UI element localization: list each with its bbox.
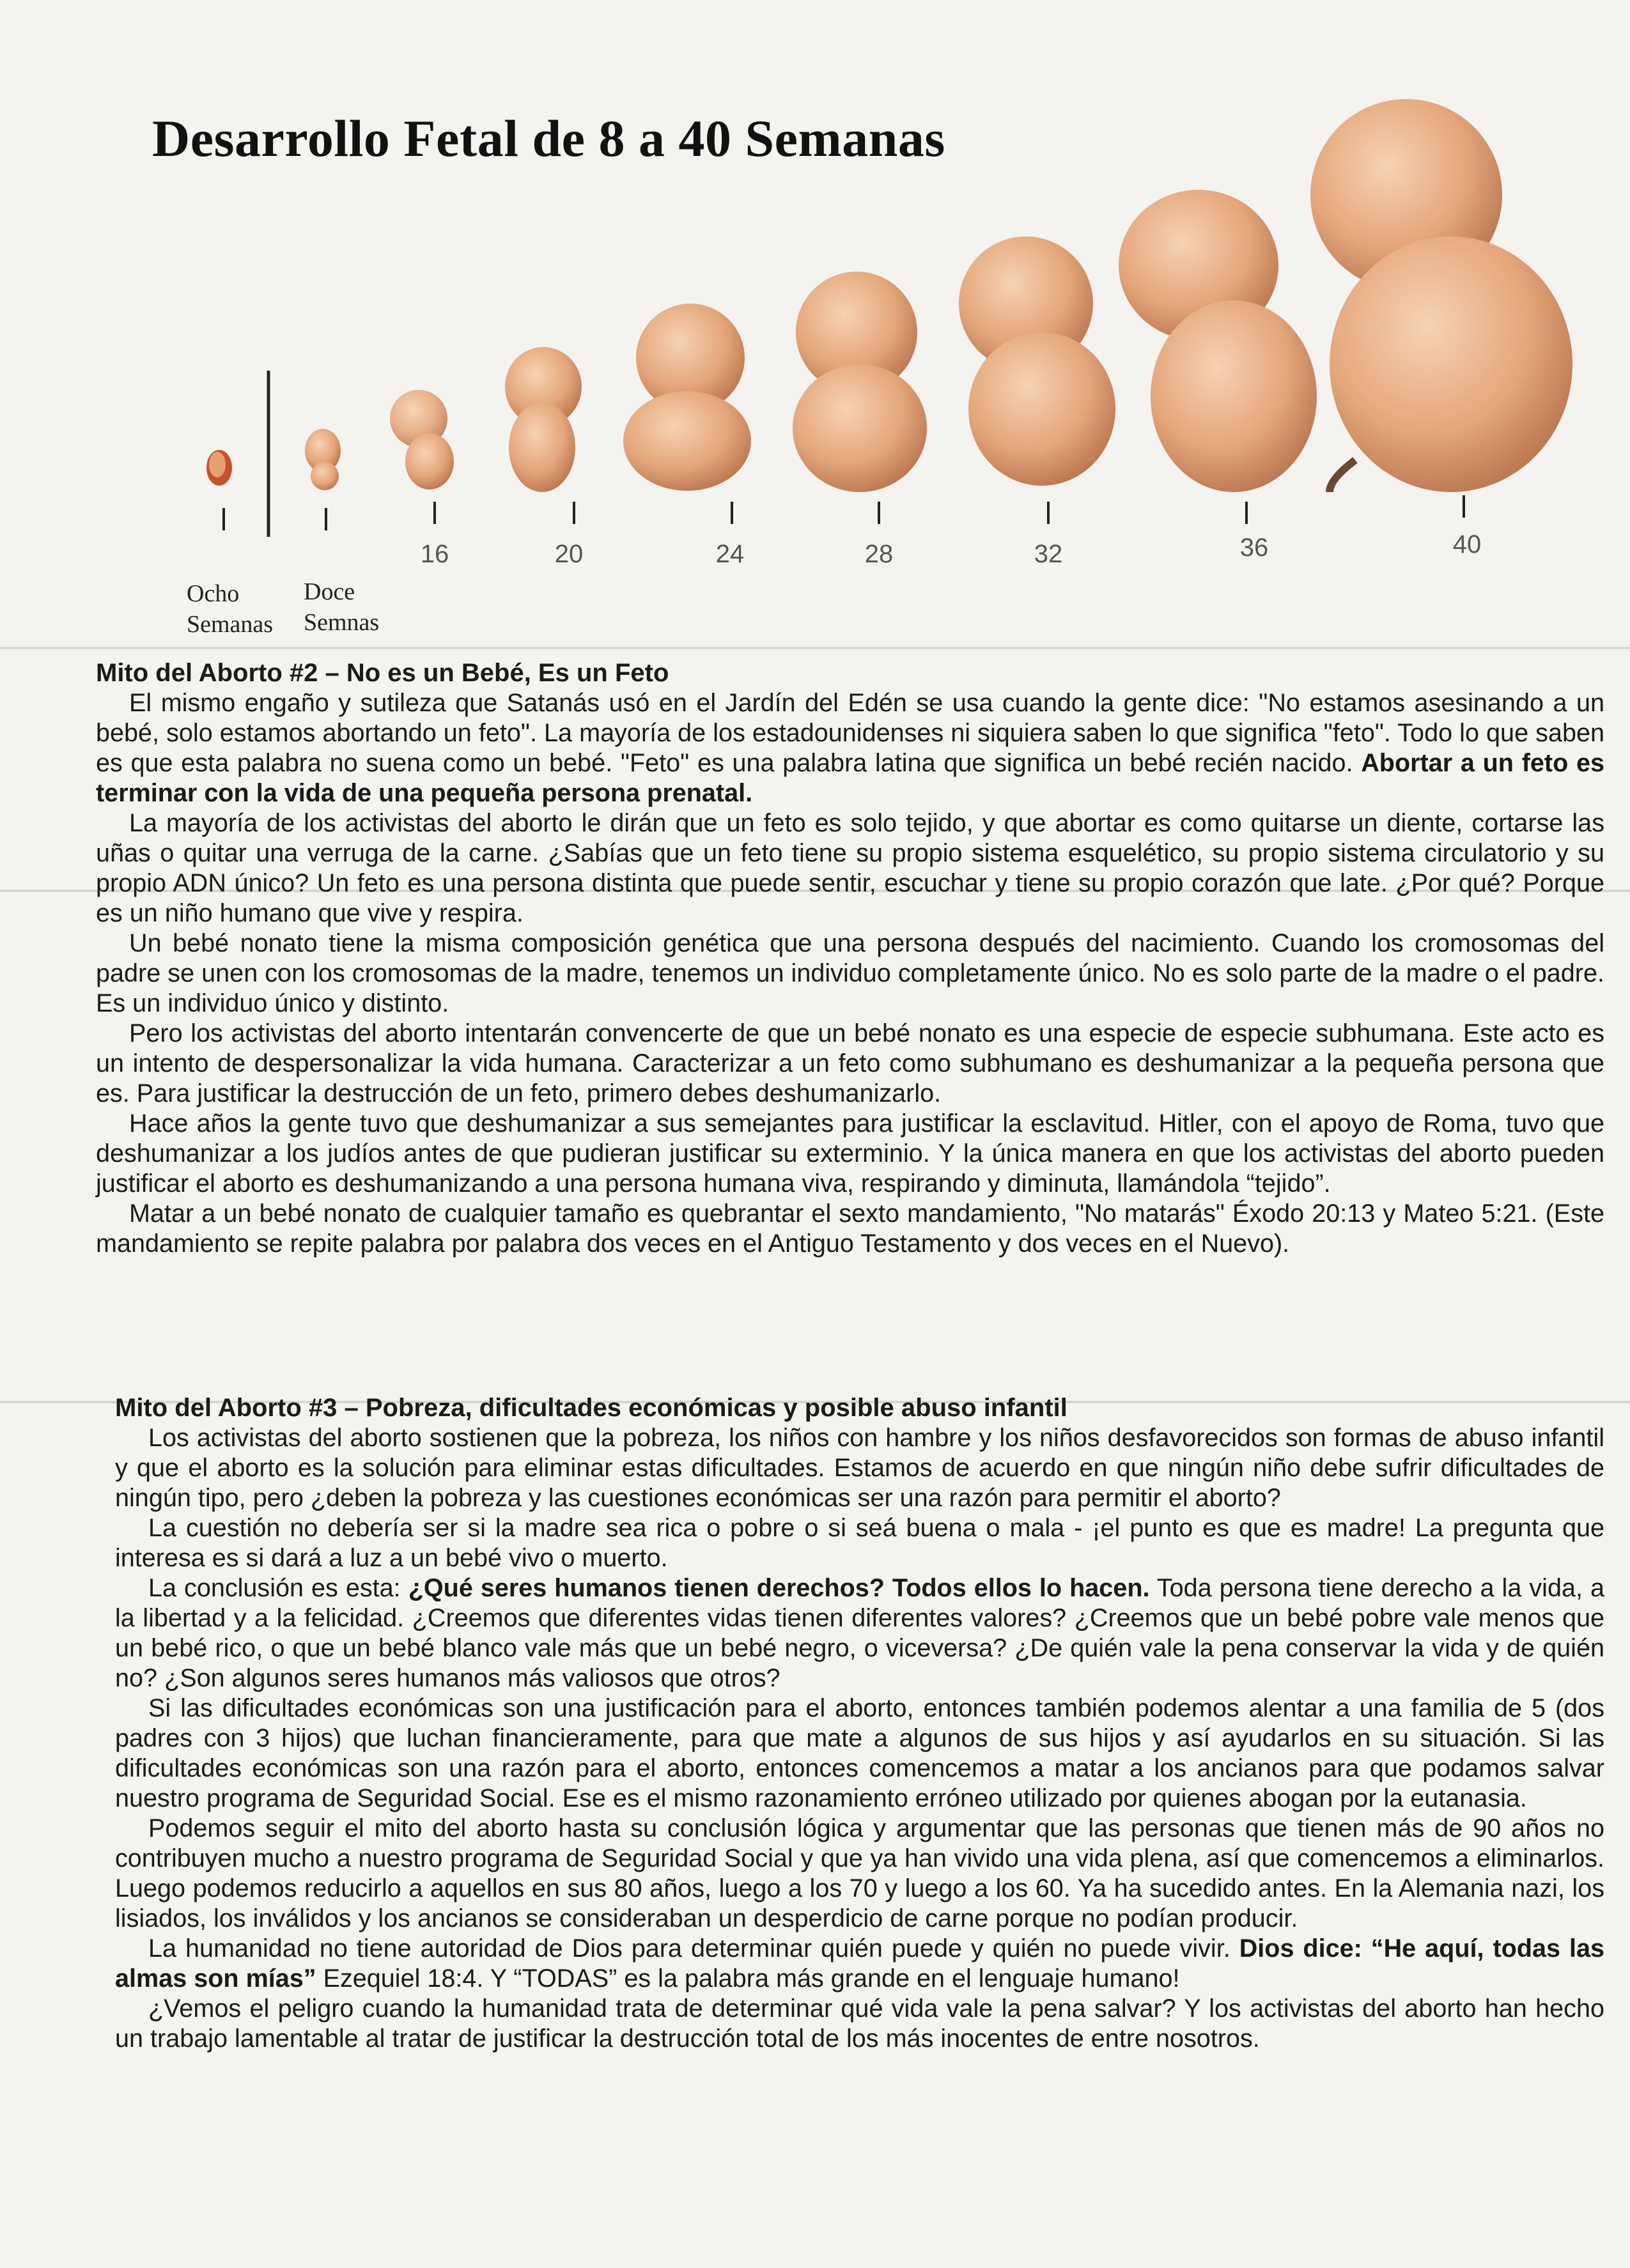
caption-eight-weeks: Ocho Semanas <box>187 580 274 638</box>
section-myth-3 <box>115 1393 1604 2054</box>
week-label-32: 32 <box>1034 540 1063 568</box>
week-label-28: 28 <box>864 540 894 568</box>
section-3-paragraph-2: La cuestión no debería ser si la madre sea rica o pobre o si seá buena o mala - ¡el punto es que es madre! La pregunta que interesa es si dará a luz a un bebé vivo o muerto. <box>115 1514 1604 1572</box>
fetus-24-weeks <box>623 304 751 491</box>
section-3-paragraph-4: Si las dificultades económicas son una justificación para el aborto, entonces también podemos alentar a una familia de 5 (dos padres con 3 hijos) que luchan financieramente, para que mate a algunos de sus hijos y así ayudarlos en su situación. Si las dificultades económicas son una razón para el aborto, entonces comencemos a matar a los ancianos para que podamos salvar nuestro programa de Seguridad Social. Ese es el mismo razonamiento erróneo utilizado por quienes abogan por la eutanasia. <box>115 1694 1604 1812</box>
fetus-8-weeks <box>206 450 232 486</box>
fetal-development-figure <box>0 0 1630 652</box>
section-3-paragraph-6: La humanidad no tiene autoridad de Dios para determinar quién puede y quién no puede vivir. Dios dice: “He aquí, todas las almas son mías” Ezequiel 18:4. Y “TODAS” es la palabra más grande en el lenguaje humano! <box>115 1934 1605 1993</box>
caption-twelve-weeks: Doce Semnas <box>304 578 380 636</box>
fetus-32-weeks <box>959 236 1115 486</box>
week-label-20: 20 <box>554 540 584 568</box>
week-label-36: 36 <box>1239 534 1269 562</box>
section-2-paragraph-2: La mayoría de los activistas del aborto le dirán que un feto es solo tejido, y que abortar es como quitarse un diente, cortarse las uñas o quitar una verruga de la carne. ¿Sabías que un feto tiene su propio sistema esquelético, su propio sistema circulatorio y su propio ADN único? Un feto es una persona distinta que puede sentir, escuchar y tiene su propio corazón que late. ¿Por qué? Porque es un niño humano que vive y respira. <box>96 809 1604 927</box>
section-3-paragraph-7: ¿Vemos el peligro cuando la humanidad trata de determinar qué vida vale la pena salvar? Y los activistas del aborto han hecho un trabajo lamentable al tratar de justificar la destrucción total de los más inocentes de entre nosotros. <box>115 1994 1604 2053</box>
section-2-paragraph-5: Hace años la gente tuvo que deshumanizar a sus semejantes para justificar la esclavitud. Hitler, con el apoyo de Roma, tuvo que deshumanizar a los judíos antes de que pudieran justificar su exterminio. Y la única manera en que los activistas del aborto pueden justificar el aborto es deshumanizando a una persona humana viva, respirando y diminuta, llamándola “tejido”. <box>96 1109 1604 1198</box>
fetus-12-weeks <box>305 429 341 490</box>
week-label-16: 16 <box>420 540 449 568</box>
section-2-paragraph-1: El mismo engaño y sutileza que Satanás usó en el Jardín del Edén se usa cuando la gente dice: "No estamos asesinando a un bebé, solo estamos abortando un feto". La mayoría de los estadounidenses ni siquiera saben lo que significa "feto". Todo lo que saben es que esta palabra no suena como un bebé. "Feto" es una palabra latina que significa un bebé recién nacido. Abortar a un feto es terminar con la vida de una pequeña persona prenatal. <box>96 689 1604 807</box>
section-2-paragraph-3: Un bebé nonato tiene la misma composición genética que una persona después del nacimiento. Cuando los cromosomas del padre se unen con los cromosomas de la madre, tenemos un individuo completamente único. No es solo parte de la madre o el padre. Es un individuo único y distinto. <box>96 929 1604 1017</box>
week-label-40: 40 <box>1452 530 1482 559</box>
section-3-paragraph-1: Los activistas del aborto sostienen que la pobreza, los niños con hambre y los niños desfavorecidos son formas de abuso infantil y que el aborto es la solución para eliminar estas dificultades. Estamos de acuerdo en que ningún niño debe sufrir dificultades de ningún tipo, pero ¿deben la pobreza y las cuestiones económicas ser una razón para permitir el aborto? <box>115 1424 1604 1512</box>
section-3-heading: Mito del Aborto #3 – Pobreza, dificultades económicas y posible abuso infantil <box>115 1394 1067 1422</box>
fetus-36-weeks <box>1119 190 1317 492</box>
week-label-24: 24 <box>715 540 745 568</box>
section-2-paragraph-4: Pero los activistas del aborto intentarán convencerte de que un bebé nonato es una especie de especie subhumana. Este acto es un intento de despersonalizar la vida humana. Caracterizar a un feto como subhumano es deshumanizar a la pequeña persona que es. Para justificar la destrucción de un feto, primero debes deshumanizarlo. <box>96 1019 1604 1107</box>
section-3-paragraph-3: La conclusión es esta: ¿Qué seres humanos tienen derechos? Todos ellos lo hacen. Toda persona tiene derecho a la vida, a la libertad y a la felicidad. ¿Creemos que diferentes vidas tienen diferentes valores? ¿Creemos que un bebé pobre vale menos que un bebé rico, o que un bebé blanco vale más que un bebé negro, o viceversa? ¿De quién vale la pena conservar la vida y de quién no? ¿Son algunos seres humanos más valiosos que otros? <box>115 1574 1604 1692</box>
section-3-paragraph-5: Podemos seguir el mito del aborto hasta su conclusión lógica y argumentar que las personas que tienen más de 90 años no contribuyen mucho a nuestro programa de Seguridad Social y que ya han vivido una vida plena, así que comencemos a eliminarlos. Luego podemos reducirlo a aquellos en sus 80 años, luego a los 70 y luego a los 60. Ya ha sucedido antes. En la Alemania nazi, los lisiados, los inválidos y los ancianos se consideraban un desperdicio de carne porque no podían producir. <box>115 1814 1604 1932</box>
fetus-20-weeks <box>505 347 582 492</box>
tick-marks <box>224 495 1464 530</box>
section-2-paragraph-6: Matar a un bebé nonato de cualquier tamaño es quebrantar el sexto mandamiento, "No matarás" Éxodo 20:13 y Mateo 5:21. (Este mandamiento se repite palabra por palabra dos veces en el Antiguo Testamento y dos veces en el Nuevo). <box>96 1200 1604 1258</box>
section-2-heading: Mito del Aborto #2 – No es un Bebé, Es un Feto <box>96 659 669 687</box>
fetus-28-weeks <box>793 272 927 492</box>
fetus-40-weeks <box>1310 99 1572 492</box>
page-title: Desarrollo Fetal de 8 a 40 Semanas <box>152 109 945 167</box>
section-myth-2 <box>96 658 1604 1259</box>
fetus-16-weeks <box>390 390 454 490</box>
